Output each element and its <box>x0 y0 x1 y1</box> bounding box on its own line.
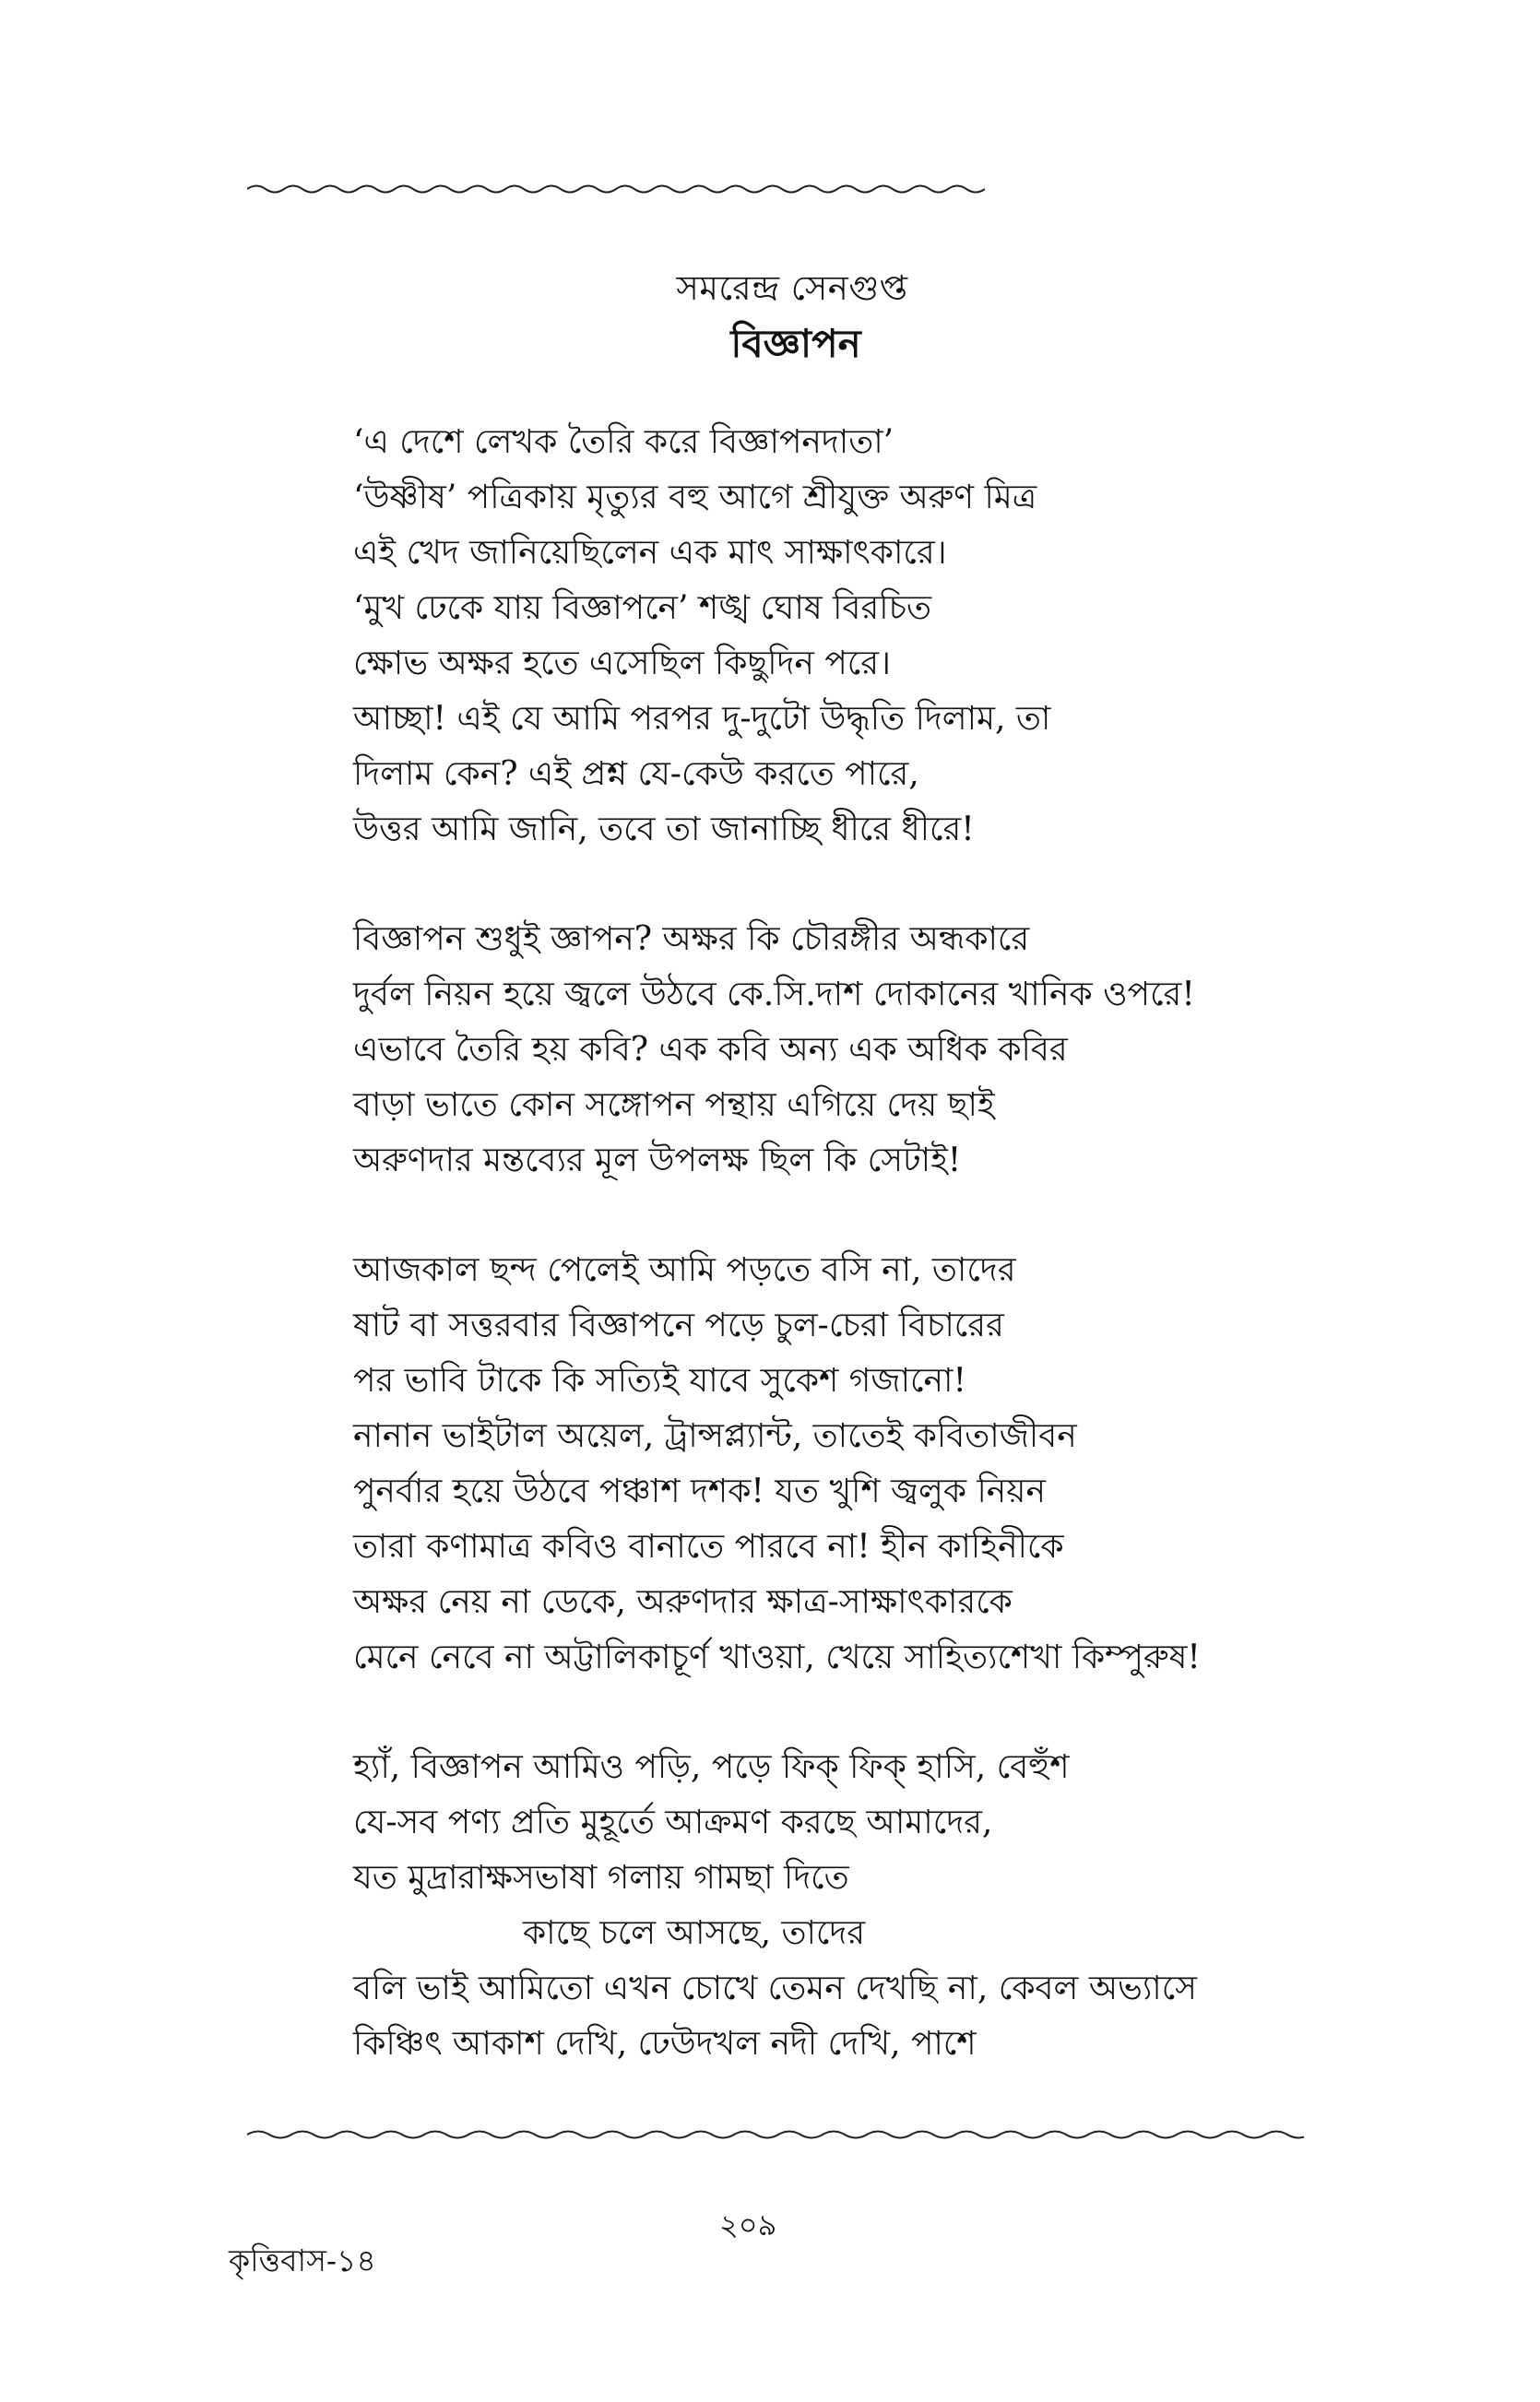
poem-line: বলি ভাই আমিতো এখন চোখে তেমন দেখছি না, কেবল অভ্যাসে <box>353 1970 1197 2007</box>
poem-author: সমরেন্দ্র সেনগুপ্ত <box>676 268 908 308</box>
poem-line: অক্ষর নেয় না ডেকে, অরুণদার ক্ষাত্র-সাক্ষাৎকারকে <box>353 1583 1013 1621</box>
poem-line: দুর্বল নিয়ন হয়ে জ্বলে উঠবে কে.সি.দাশ দোকানের খানিক ওপরে! <box>353 976 1195 1013</box>
poem-line: আজকাল ছন্দ পেলেই আমি পড়তে বসি না, তাদের <box>353 1251 1016 1289</box>
poem-line: পুনর্বার হয়ে উঠবে পঞ্চাশ দশক! যত খুশি জ্বলুক নিয়ন <box>353 1473 1046 1510</box>
poem-line: মেনে নেবে না অট্টালিকাচূর্ণ খাওয়া, খেয়ে সাহিত্যশেখা কিম্পুরুষ! <box>353 1639 1201 1676</box>
poem-line: যত মুদ্রারাক্ষসভাষা গলায় গামছা দিতে <box>353 1859 849 1897</box>
running-footer-title: কৃত্তিবাস-১৪ <box>229 2242 376 2278</box>
poem-line: আচ্ছা! এই যে আমি পরপর দু-দুটো উদ্ধৃতি দিলাম, তা <box>353 700 1051 738</box>
stanza-2 <box>353 912 1349 1189</box>
poem-line: ক্ষোভ অক্ষর হতে এসেছিল কিছুদিন পরে। <box>353 645 891 682</box>
poem-line: এভাবে তৈরি হয় কবি? এক কবি অন্য এক অধিক কবির <box>353 1031 1068 1069</box>
poem-body <box>353 415 1349 2126</box>
poem-line: বাড়া ভাতে কোন সঙ্গোপন পন্থায় এগিয়ে দেয় ছাই <box>353 1086 995 1124</box>
top-decorative-rule <box>247 181 985 197</box>
poem-line: বিজ্ঞাপন শুধুই জ্ঞাপন? অক্ষর কি চৌরঙ্গীর অন্ধকারে <box>353 920 1030 958</box>
page-number: ২০৯ <box>719 2207 777 2242</box>
poem-line: পর ভাবি টাকে কি সত্যিই যাবে সুকেশ গজানো! <box>353 1362 966 1400</box>
poem-line: নানান ভাইটাল অয়েল, ট্রান্সপ্ল্যান্ট, তাতেই কবিতাজীবন <box>353 1417 1077 1455</box>
poem-title: বিজ্ঞাপন <box>730 321 861 366</box>
poem-line: উত্তর আমি জানি, তবে তা জানাচ্ছি ধীরে ধীরে! <box>353 811 975 848</box>
poem-line: ‘এ দেশে লেখক তৈরি করে বিজ্ঞাপনদাতা’ <box>353 423 894 461</box>
stanza-3 <box>353 1243 1349 1686</box>
poem-line: হ্যাঁ, বিজ্ঞাপন আমিও পড়ি, পড়ে ফিক্ ফিক্ হাসি, বেহুঁশ <box>353 1748 1070 1786</box>
stanza-1 <box>353 415 1349 858</box>
poem-line: অরুণদার মন্তব্যের মূল উপলক্ষ ছিল কি সেটাই! <box>353 1142 962 1179</box>
poem-line: তারা কণামাত্র কবিও বানাতে পারবে না! হীন কাহিনীকে <box>353 1528 1064 1566</box>
poem-line: দিলাম কেন? এই প্রশ্ন যে-কেউ করতে পারে, <box>353 755 919 793</box>
poem-line: এই খেদ জানিয়েছিলেন এক মাৎ সাক্ষাৎকারে। <box>353 534 947 572</box>
poem-line: কাছে চলে আসছে, তাদের <box>523 1914 866 1952</box>
poem-line: ‘উষ্ণীষ’ পত্রিকায় মৃত্যুর বহু আগে শ্রীযুক্ত অরুণ মিত্র <box>353 479 1037 516</box>
poem-line: ষাট বা সত্তরবার বিজ্ঞাপনে পড়ে চুল-চেরা বিচারের <box>353 1307 1004 1344</box>
stanza-4 <box>353 1740 1349 2072</box>
bottom-decorative-rule <box>247 2126 1304 2143</box>
poem-line: যে-সব পণ্য প্রতি মুহূর্তে আক্রমণ করছে আমাদের, <box>353 1804 993 1841</box>
poem-line: ‘মুখ ঢেকে যায় বিজ্ঞাপনে’ শঙ্খ ঘোষ বিরচিত <box>353 589 932 627</box>
poem-line: কিঞ্চিৎ আকাশ দেখি, ঢেউদখল নদী দেখি, পাশে <box>353 2025 977 2063</box>
